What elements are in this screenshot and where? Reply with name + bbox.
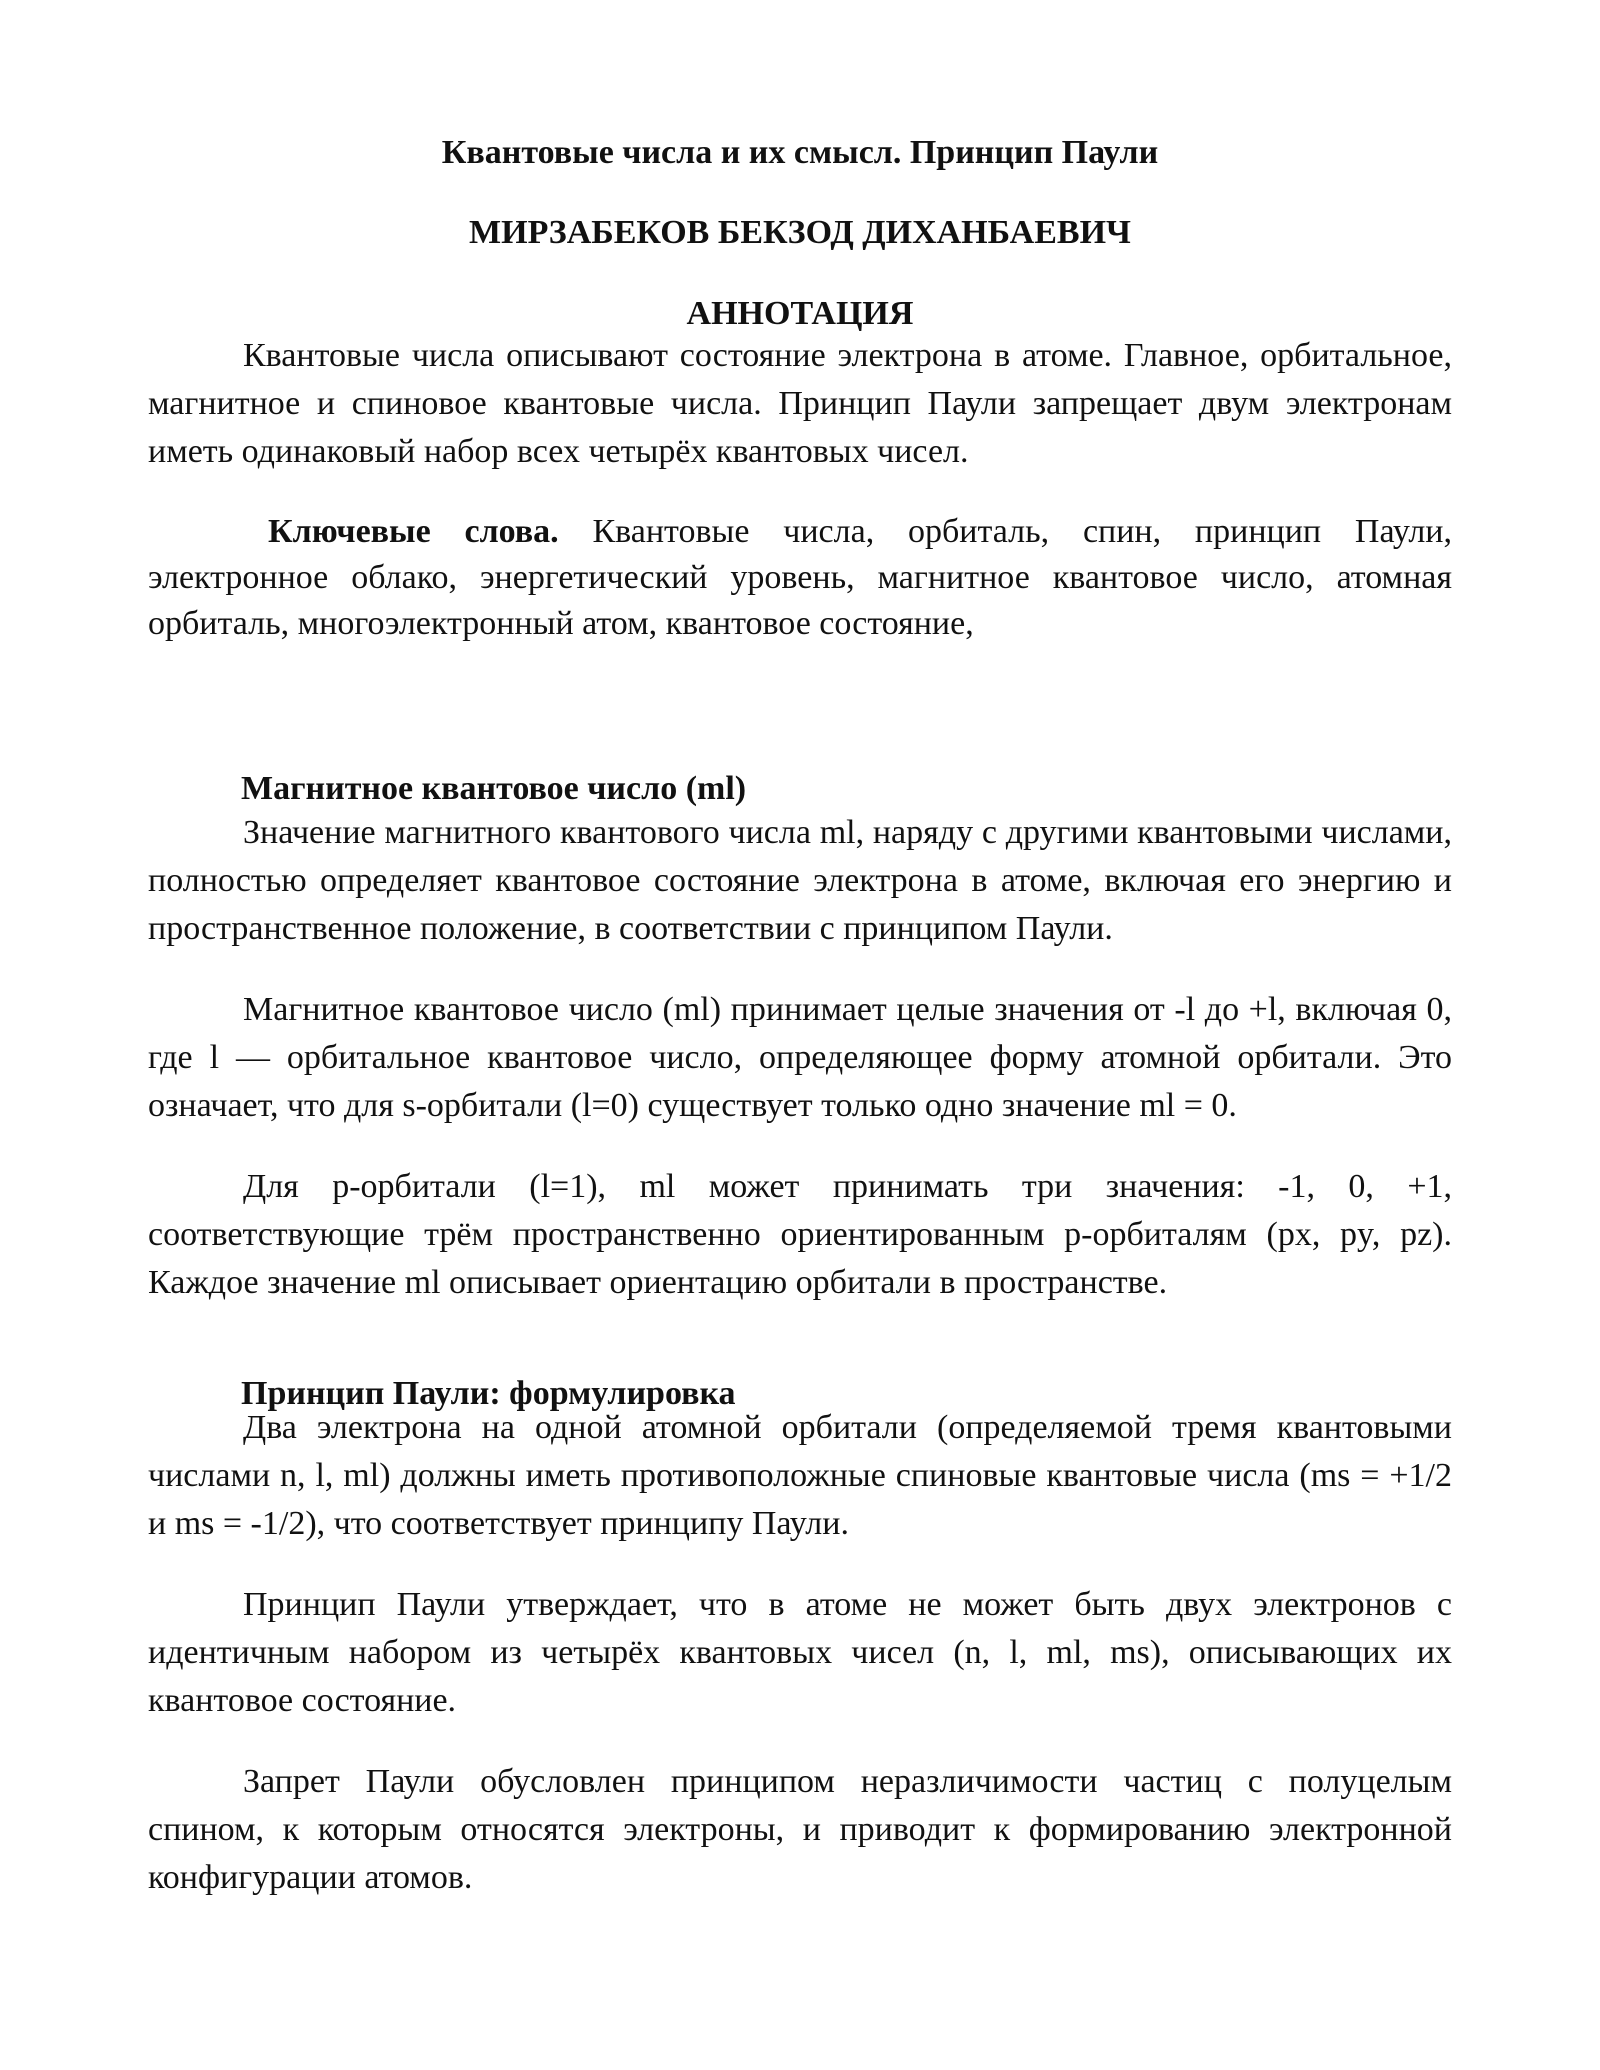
- section1-paragraph-1: Значение магнитного квантового числа ml, наряду с другими квантовыми числами, полностью определяет квантовое состояние электрона в атоме, включая его энергию и пространственное положение, в соответствии с принципом Паули.: [148, 814, 1452, 947]
- section1-paragraph-3: Для p-орбитали (l=1), ml может принимать три значения: -1, 0, +1, соответствующие трём пространственно ориентированным p-орбиталям (px, py, pz). Каждое значение ml описывает ориентацию орбитали в пространстве.: [148, 1168, 1452, 1301]
- section2-paragraph-1: Два электрона на одной атомной орбитали (определяемой тремя квантовыми числами n, l, ml) должны иметь противоположные спиновые квантовые числа (ms = +1/2 и ms = -1/2), что соответствует принципу Паули.: [148, 1409, 1452, 1542]
- annotation-heading: АННОТАЦИЯ: [686, 295, 914, 332]
- keywords-label: Ключевые слова.: [268, 513, 559, 550]
- keywords-text: Квантовые числа, орбиталь, спин, принцип Паули, электронное облако, энергетический уровень, магнитное квантовое число, атомная орбиталь, многоэлектронный атом, квантовое состояние,: [148, 513, 1452, 642]
- annotation-text: Квантовые числа описывают состояние электрона в атоме. Главное, орбитальное, магнитное и спиновое квантовые числа. Принцип Паули запрещает двум электронам иметь одинаковый набор всех четырёх квантовых чисел.: [148, 337, 1452, 470]
- section2-paragraph-2: Принцип Паули утверждает, что в атоме не может быть двух электронов с идентичным набором из четырёх квантовых чисел (n, l, ml, ms), описывающих их квантовое состояние.: [148, 1586, 1452, 1719]
- section-heading-pauli-principle: Принцип Паули: формулировка: [241, 1375, 736, 1412]
- keywords-paragraph: [148, 509, 1452, 647]
- author-name: МИРЗАБЕКОВ БЕКЗОД ДИХАНБАЕВИЧ: [469, 214, 1131, 251]
- document-page: [148, 0, 1452, 1902]
- section1-paragraph-2: Магнитное квантовое число (ml) принимает целые значения от -l до +l, включая 0, где l — орбитальное квантовое число, определяющее форму атомной орбитали. Это означает, что для s-орбитали (l=0) существует только одно значение ml = 0.: [148, 991, 1452, 1124]
- section2-paragraph-3: Запрет Паули обусловлен принципом неразличимости частиц с полуцелым спином, к которым относятся электроны, и приводит к формированию электронной конфигурации атомов.: [148, 1763, 1452, 1896]
- section-heading-magnetic-number: Магнитное квантовое число (ml): [241, 770, 747, 807]
- document-title: Квантовые числа и их смысл. Принцип Паули: [441, 134, 1159, 171]
